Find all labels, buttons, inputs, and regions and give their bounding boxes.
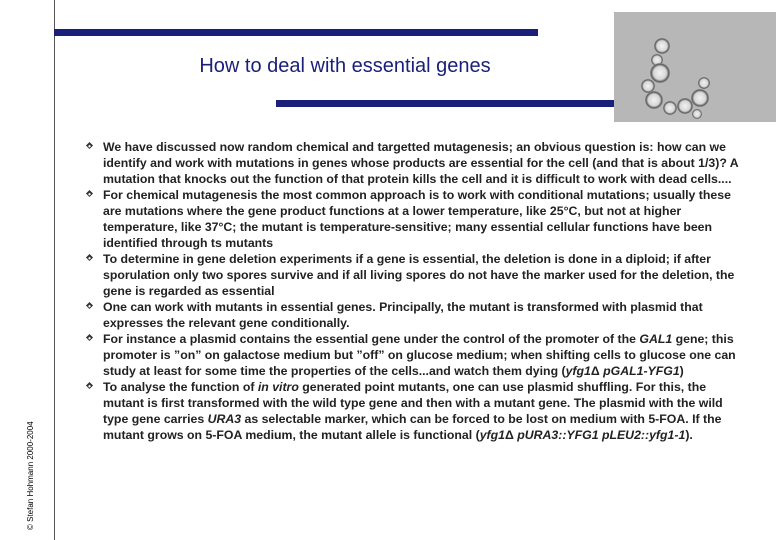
genotype: pURA3::YFG1 pLEU2::yfg1-1	[513, 428, 686, 442]
bullet-text: For chemical mutagenesis the most common approach is to work with conditional mutations; usually these are mutations where the gene product functions at a lower temperature, like 25°C, but not at higher temperature, like 37°C; the mutant is temperature-sensitive; many essential cellular functions have been identified through ts mutants	[103, 188, 731, 250]
bullet-text: One can work with mutants in essential genes. Principally, the mutant is transformed with plasmid that expresses the relevant gene conditionally.	[103, 300, 703, 330]
delta-symbol: Δ	[590, 364, 600, 378]
delta-symbol: Δ	[504, 428, 514, 442]
genotype: yfg1	[479, 428, 505, 442]
bullet-text: To analyse the function of	[103, 380, 258, 394]
bullet-text: To determine in gene deletion experiments if a gene is essential, the deletion is done in a diploid; if after sporulation only two spores survive and if all living spores do not have the marker used for the deletion, the gene is regarded as essential	[103, 252, 735, 298]
copyright-notice: © Stefan Hohmann 2000-2004	[26, 421, 35, 530]
left-margin-line	[54, 0, 55, 540]
diamond-bullet-icon	[86, 254, 93, 261]
yeast-micrograph-image	[614, 12, 776, 122]
bullet-item	[86, 251, 746, 299]
slide-title: How to deal with essential genes	[199, 55, 491, 77]
diamond-bullet-icon	[86, 334, 93, 341]
diamond-bullet-icon	[86, 142, 93, 149]
bullet-text: )	[679, 364, 684, 378]
genotype: yfg1	[565, 364, 591, 378]
bullet-item	[86, 299, 746, 331]
bullet-text: as selectable marker, which can be forced to be lost on medium with 5-FOA. If the mutant grows on 5-FOA medium, the mutant allele is functional (	[103, 412, 722, 442]
bullet-text: generated point mutants, one can use plasmid shuffling. For this, the mutant is first transformed with the wild type gene and then with a mutant gene. The plasmid with the wild type gene carries	[103, 380, 723, 426]
bullet-list	[86, 139, 746, 443]
gene-name: URA3	[207, 412, 242, 426]
term: in vitro	[257, 380, 299, 394]
bullet-item	[86, 187, 746, 251]
bullet-text: We have discussed now random chemical and targetted mutagenesis; an obvious question is: how can we identify and work with mutations in genes whose products are essential for the cell (and that is about 1/3)? A mutation that knocks out the function of that protein kills the cell and it is difficult to work with dead cells....	[103, 140, 739, 186]
bullet-text: gene; this promoter is ”on” on galactose medium but ”off” on glucose medium; when shifting cells to glucose one can study at least for some time the properties of the cells...and watch them dying (	[103, 332, 736, 378]
bullet-item	[86, 139, 746, 187]
bullet-item	[86, 331, 746, 379]
bullet-text: ).	[685, 428, 693, 442]
diamond-bullet-icon	[86, 302, 93, 309]
genotype: pGAL1-YFG1	[599, 364, 680, 378]
title-bar-top	[54, 29, 538, 36]
bullet-item	[86, 379, 746, 443]
diamond-bullet-icon	[86, 382, 93, 389]
diamond-bullet-icon	[86, 190, 93, 197]
bullet-text: For instance a plasmid contains the essential gene under the control of the promoter of the	[103, 332, 640, 346]
gene-name: GAL1	[639, 332, 673, 346]
